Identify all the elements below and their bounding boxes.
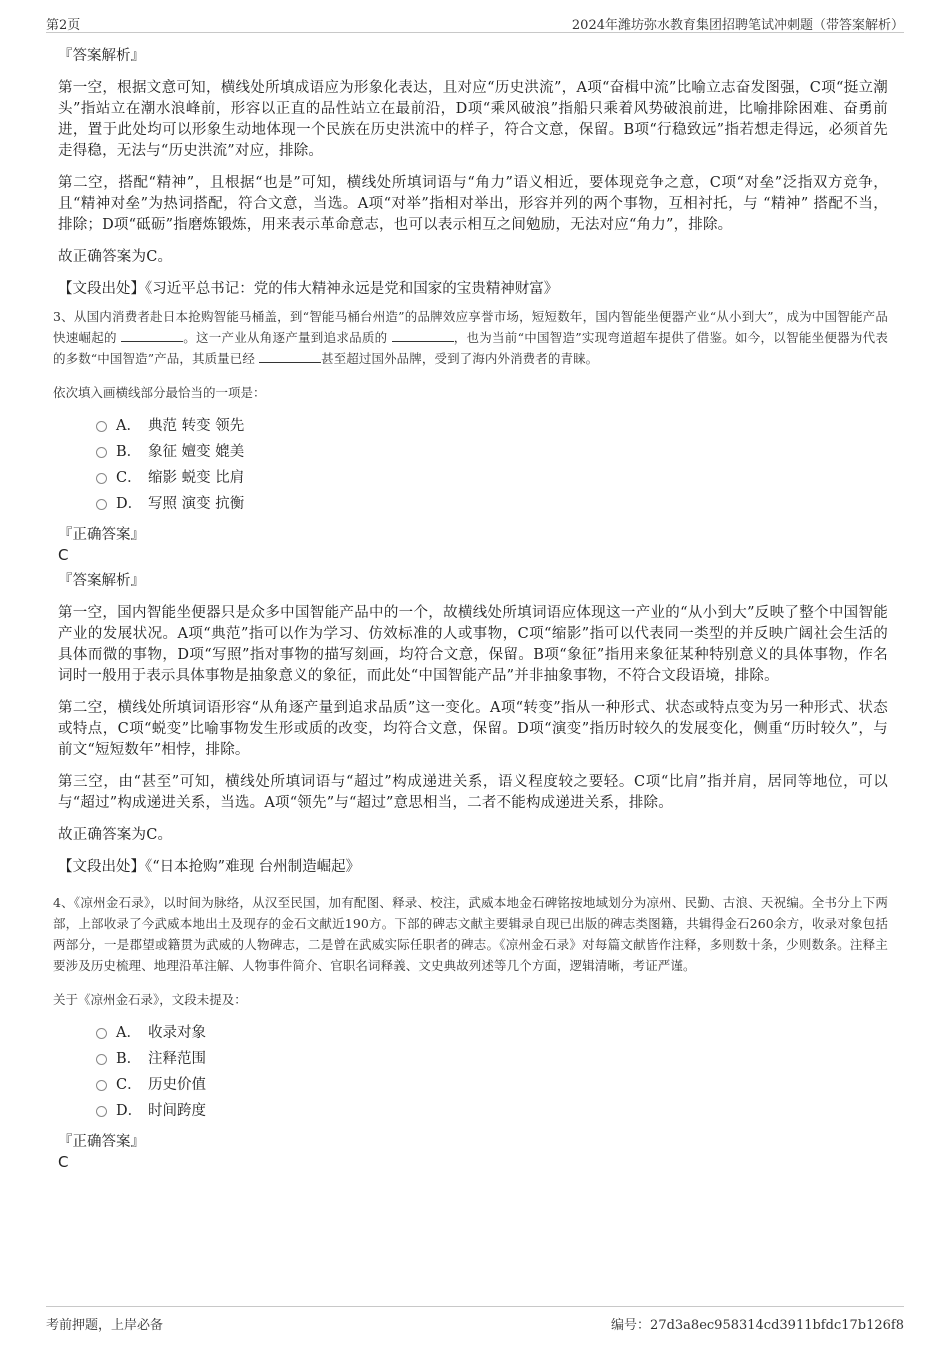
radio-icon[interactable] <box>96 1106 107 1117</box>
analysis-paragraph: 第三空，由“甚至”可知，横线处所填词语与“超过”构成递进关系，语义程度较之要轻。C项“比肩”指并肩，居同等地位，可以与“超过”构成递进关系，当选。A项“领先”与“超过”意思相当，二者不能构成递进关系，排除。 <box>58 774 888 811</box>
page-number: 第2页 <box>46 18 81 33</box>
option-c[interactable]: C． 历史价值 <box>96 1072 888 1098</box>
option-b[interactable]: B． 注释范围 <box>96 1046 888 1072</box>
answer-analysis-label: 『答案解析』 <box>58 573 145 589</box>
answer-analysis-label: 『答案解析』 <box>58 48 145 64</box>
source-citation: 【文段出处】《习近平总书记：党的伟大精神永远是党和国家的宝贵精神财富》 <box>58 281 559 297</box>
correct-answer-label: 『正确答案』 <box>58 1134 145 1150</box>
option-c[interactable]: C． 缩影 蜕变 比肩 <box>96 465 888 491</box>
radio-icon[interactable] <box>96 1080 107 1091</box>
analysis-conclusion: 故正确答案为C。 <box>58 249 173 265</box>
option-a[interactable]: A． 收录对象 <box>96 1020 888 1046</box>
question-3-stem: 3、从国内消费者赴日本抢购智能马桶盖，到“智能马桶台州造”的品牌效应享誉市场，短短数年，国内智能坐便器产业“从小到大”，成为中国智能产品快速崛起的 。这一产业从角逐产量到追求品质的 ，也为当前“中国智造”实现弯道超车提供了借鉴。如今，以智能坐便器为代表的多数“中国智造”产品，其质量已经 甚至超过国外品牌，受到了海内外消费者的青睐。 <box>53 309 888 366</box>
page-content <box>53 46 888 1178</box>
correct-answer-label: 『正确答案』 <box>58 527 145 543</box>
correct-answer: C <box>58 1153 69 1171</box>
source-citation: 【文段出处】《“日本抢购”难现 台州制造崛起》 <box>58 859 361 875</box>
option-d[interactable]: D． 写照 演变 抗衡 <box>96 491 888 517</box>
question-3-prompt: 依次填入画横线部分最恰当的一项是： <box>53 385 266 400</box>
radio-icon[interactable] <box>96 1028 107 1039</box>
radio-icon[interactable] <box>96 447 107 458</box>
option-b[interactable]: B． 象征 嬗变 媲美 <box>96 439 888 465</box>
analysis-paragraph: 第二空，横线处所填词语形容“从角逐产量到追求品质”这一变化。A项“转变”指从一种形式、状态或特点变为另一种形式、状态或特点，C项“蜕变”比喻事物发生形或质的改变，均符合文意，保留。D项“演变”指历时较久的发展变化，侧重“历时较久”，与前文“短短数年”相悖，排除。 <box>58 700 888 758</box>
analysis-paragraph: 第一空，根据文意可知，横线处所填成语应为形象化表达，且对应“历史洪流”，A项“奋楫中流”比喻立志奋发图强，C项“挺立潮头”指站立在潮水浪峰前，形容以正直的品性站立在最前沿，D项“乘风破浪”指船只乘着风势破浪前进，比喻排除困难、奋勇前进，置于此处均可以形象生动地体现一个民族在历史洪流中的样子，符合文意，保留。B项“行稳致远”指若想走得远，必须首先走得稳，无法与“历史洪流”对应，排除。 <box>58 80 888 159</box>
question-4-stem: 4、《凉州金石录》，以时间为脉络，从汉至民国，加有配图、释录、校注，武威本地金石碑铭按地域划分为凉州、民勤、古浪、天祝编。全书分上下两部，上部收录了今武威本地出土及现存的金石文献近190方。下部的碑志文献主要辑录自现已出版的碑志类图籍，共辑得金石260余方，收录对象包括两部分，一是郡望或籍贯为武威的人物碑志，二是曾在武威实际任职者的碑志。《凉州金石录》对每篇文献皆作注释，多则数十条，少则数条。注释主要涉及历史梳理、地理沿革注解、人物事件简介、官职名词释義、文史典故列述等几个方面，逻辑清晰，考证严谨。 <box>53 895 888 973</box>
blank-3 <box>259 350 321 363</box>
document-title: 2024年潍坊弥水教育集团招聘笔试冲刺题（带答案解析） <box>571 18 904 33</box>
page-footer <box>46 1306 904 1335</box>
question-4-options <box>96 1020 888 1124</box>
blank-2 <box>392 329 454 342</box>
document-id: 编号：27d3a8ec958314cd3911bfdc17b126f8 <box>611 1318 904 1333</box>
radio-icon[interactable] <box>96 499 107 510</box>
correct-answer: C <box>58 546 69 564</box>
option-d[interactable]: D． 时间跨度 <box>96 1098 888 1124</box>
footer-slogan: 考前押题，上岸必备 <box>46 1318 164 1333</box>
question-3-options <box>96 413 888 517</box>
question-4-prompt: 关于《凉州金石录》，文段未提及： <box>53 992 247 1007</box>
option-a[interactable]: A． 典范 转变 领先 <box>96 413 888 439</box>
radio-icon[interactable] <box>96 473 107 484</box>
analysis-paragraph: 第二空，搭配“精神”，且根据“也是”可知，横线处所填词语与“角力”语义相近，要体现竞争之意，C项“对垒”泛指双方竞争，且“精神对垒”为热词搭配，符合文意，当选。A项“对举”指相对举出，形容并列的两个事物，互相衬托，与 “精神” 搭配不当，排除；D项“砥砺”指磨炼锻炼，用来表示革命意志，也可以表示相互之间勉励，无法对应“角力”，排除。 <box>58 175 888 233</box>
page-header <box>46 12 904 33</box>
blank-1 <box>121 329 183 342</box>
analysis-paragraph: 第一空，国内智能坐便器只是众多中国智能产品中的一个，故横线处所填词语应体现这一产业的“从小到大”反映了整个中国智能产业的发展状况。A项“典范”指可以作为学习、仿效标准的人或事物，C项“缩影”指可以代表同一类型的并反映广阔社会生活的具体而微的事物，D项“写照”指对事物的描写刻画，均符合文意，保留。B项“象征”指用来象征某种特别意义的具体事物，作名词时一般用于表示具体事物是抽象意义的象征，而此处“中国智能产品”并非抽象事物，不符合文段语境，排除。 <box>58 605 888 684</box>
radio-icon[interactable] <box>96 1054 107 1065</box>
radio-icon[interactable] <box>96 421 107 432</box>
analysis-conclusion: 故正确答案为C。 <box>58 827 173 843</box>
